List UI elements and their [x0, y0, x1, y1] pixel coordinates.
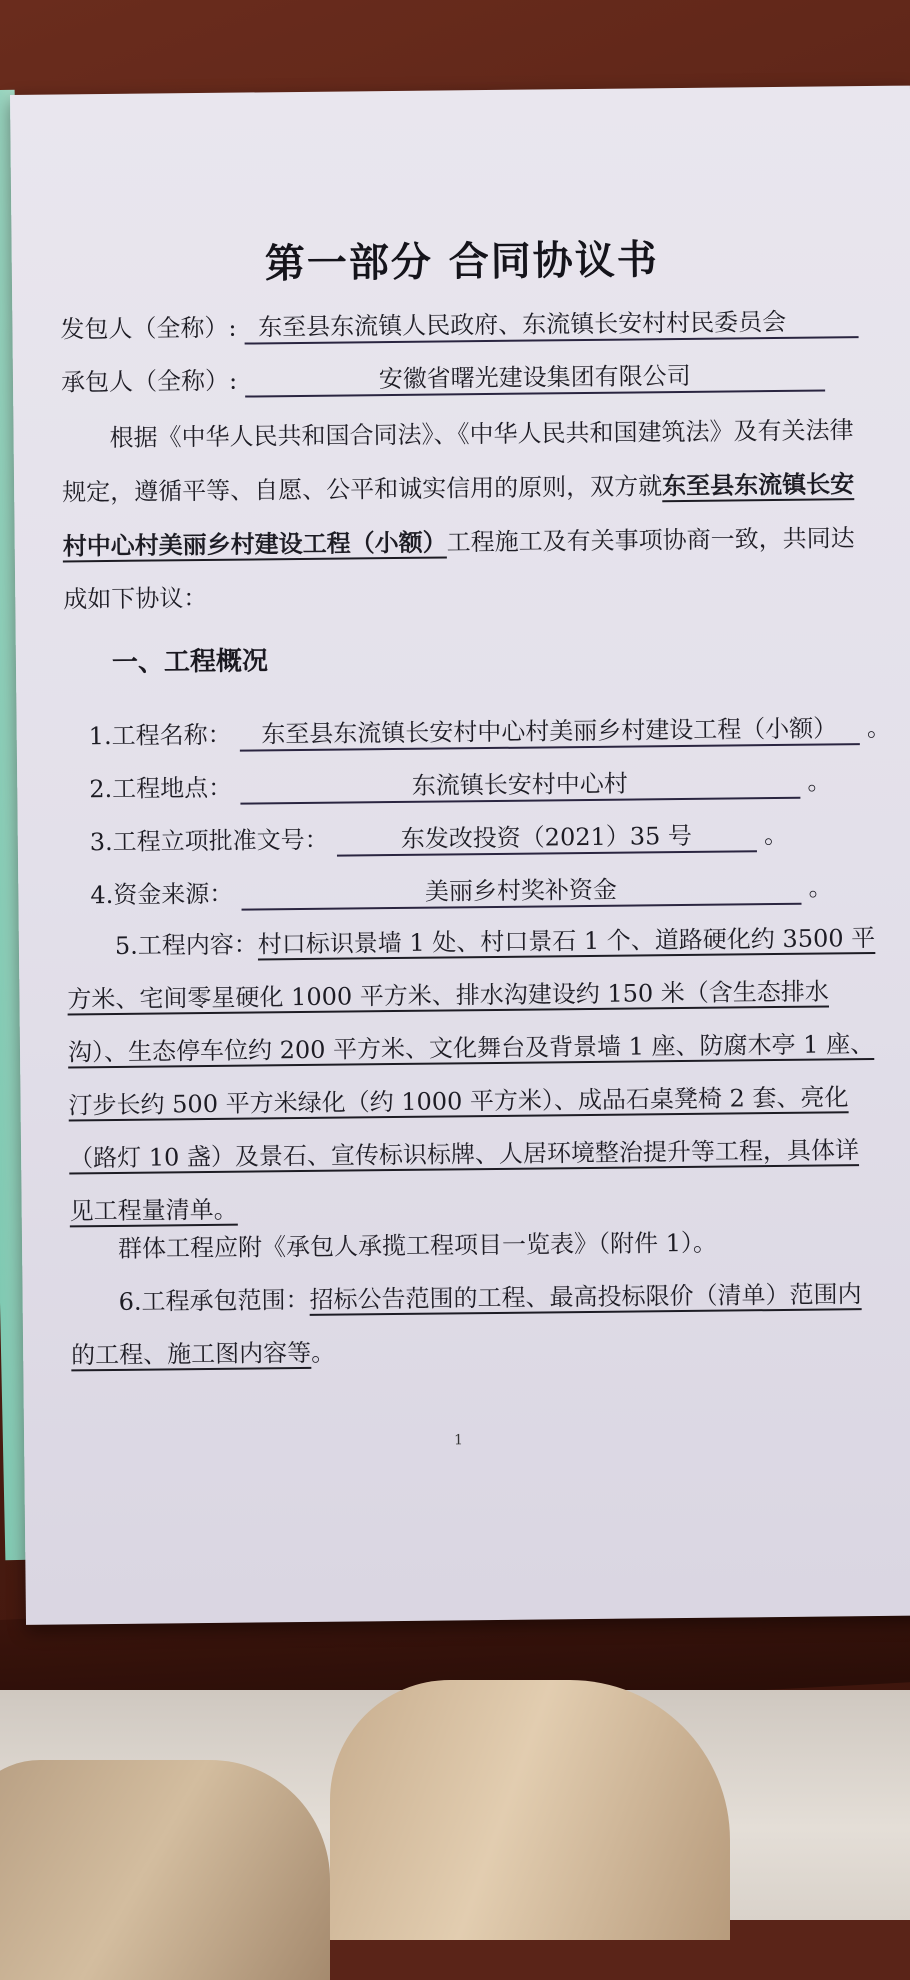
- document-title: 第一部分 合同协议书: [264, 237, 659, 288]
- page-number: 1: [454, 1432, 464, 1449]
- contract-page: [10, 86, 910, 1625]
- item-3-label: 3.工程立项批准文号：: [89, 825, 329, 857]
- item-2: [89, 761, 832, 806]
- employer-line: [60, 301, 858, 346]
- employer-value: 东至县东流镇人民政府、东流镇长安村村民委员会: [244, 301, 858, 344]
- item-3-end: 。: [763, 820, 789, 850]
- item-1: [89, 708, 892, 753]
- item-4-label: 4.资金来源：: [90, 879, 234, 910]
- knee-left: [0, 1760, 330, 1980]
- item-3: [90, 815, 789, 859]
- employer-label: 发包人（全称）:: [60, 313, 237, 344]
- contractor-label: 承包人（全称）:: [60, 366, 238, 397]
- group-note: 群体工程应附《承包人承揽工程项目一览表》（附件 1）。: [117, 1228, 718, 1263]
- item-1-end: 。: [866, 713, 892, 743]
- item-6-value: 招标公告范围的工程、最高投标限价（清单）范围内的工程、施工图内容等: [71, 1280, 862, 1370]
- item-4: [90, 867, 833, 912]
- preamble-paragraph: [61, 404, 875, 626]
- item-5: [67, 912, 882, 1238]
- preamble-part2: 工程施工及有关事项协商一致，共同达成如下协议：: [63, 524, 855, 614]
- preamble-project: 东至县东流镇长安村中心村美丽乡村建设工程（小额）: [62, 469, 855, 561]
- item-2-value: 东流镇长安村中心村: [240, 762, 800, 805]
- item-6-end: 。: [311, 1338, 336, 1367]
- page-content: [10, 86, 910, 1625]
- item-6: [70, 1268, 883, 1382]
- item-1-value: 东至县东流镇长安村中心村美丽乡村建设工程（小额）: [239, 708, 859, 751]
- section-heading: 一、工程概况: [111, 646, 269, 678]
- item-5-label: 5.工程内容：: [114, 930, 258, 960]
- item-2-label: 2.工程地点：: [89, 773, 233, 804]
- item-5-value: 村口标识景墙 1 处、村口景石 1 个、道路硬化约 3500 平方米、宅间零星硬化 1000 平方米、排水沟建设约 150 米（含生态排水沟）、生态停车位约 200 平方米、文化舞台及背景墙 1 座、防腐木亭 1 座、汀步长约 500 平方米绿化（约 1000 平方米）、成品石桌凳椅 2 套、亮化（路灯 10 盏）及景石、宣传标识标牌、人居环境整治提升等工程，具体详见工程量清单。: [67, 923, 876, 1226]
- contractor-line: [61, 354, 825, 399]
- preamble-part1: 根据《中华人民共和国合同法》、《中华人民共和国建筑法》及有关法律规定，遵循平等、自愿、公平和诚实信用的原则，双方就: [62, 416, 854, 507]
- item-2-end: 。: [807, 767, 832, 796]
- item-1-label: 1.工程名称：: [88, 720, 232, 751]
- item-4-end: 。: [808, 873, 833, 902]
- item-3-value: 东发改投资（2021）35 号: [336, 815, 756, 856]
- item-6-label: 6.工程承包范围：: [118, 1285, 310, 1316]
- knee-right: [330, 1680, 730, 1940]
- contractor-value: 安徽省曙光建设集团有限公司: [245, 354, 825, 397]
- item-4-value: 美丽乡村奖补资金: [241, 868, 801, 911]
